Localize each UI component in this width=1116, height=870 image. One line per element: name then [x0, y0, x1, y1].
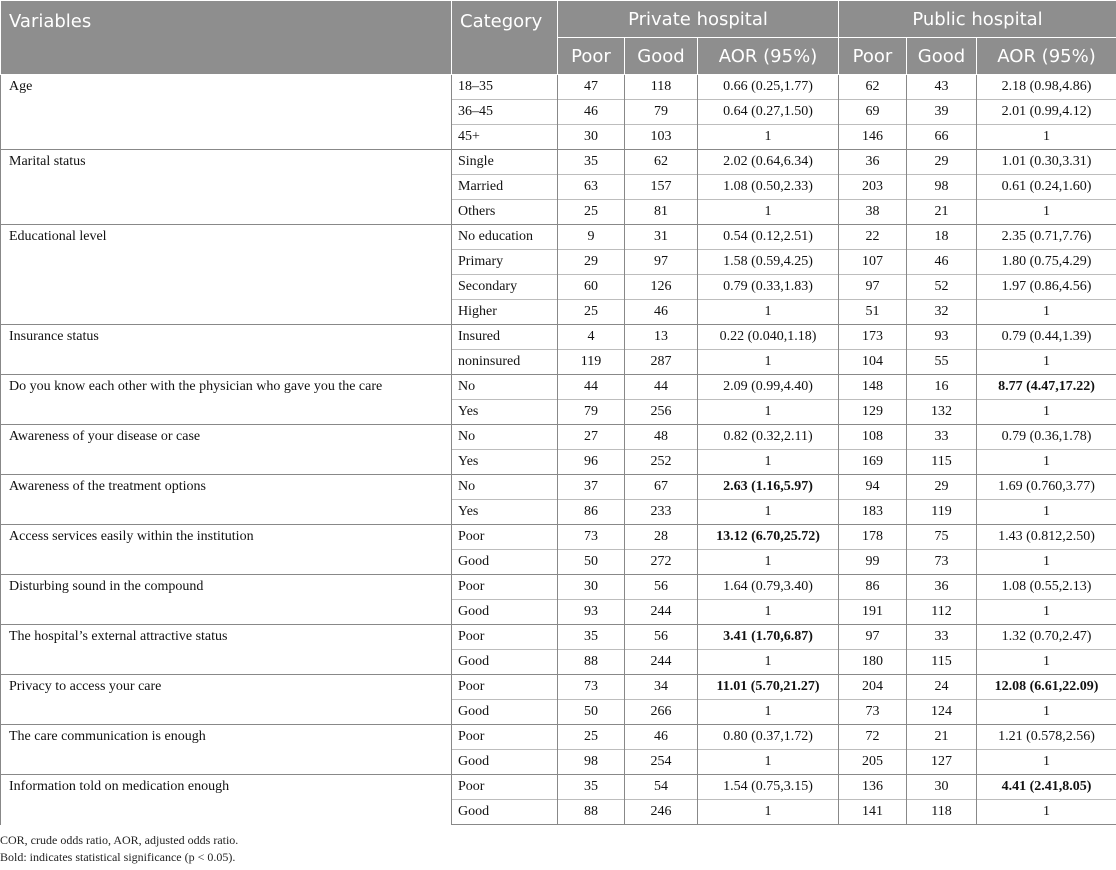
- category-cell: Good: [452, 750, 558, 775]
- header-public-hospital: Public hospital: [839, 1, 1116, 38]
- category-cell: 36–45: [452, 100, 558, 125]
- public-good-cell: 29: [907, 150, 977, 175]
- category-cell: Poor: [452, 575, 558, 600]
- private-good-cell: 103: [625, 125, 698, 150]
- private-good-cell: 56: [625, 625, 698, 650]
- public-good-cell: 29: [907, 475, 977, 500]
- private-good-cell: 244: [625, 650, 698, 675]
- table-row: [1, 575, 1116, 600]
- private-good-cell: 252: [625, 450, 698, 475]
- private-poor-cell: 88: [558, 800, 625, 825]
- public-good-cell: 46: [907, 250, 977, 275]
- public-aor-cell: 1: [977, 700, 1116, 725]
- public-aor-cell: 2.35 (0.71,7.76): [977, 225, 1116, 250]
- private-good-cell: 233: [625, 500, 698, 525]
- public-poor-cell: 86: [839, 575, 907, 600]
- public-good-cell: 52: [907, 275, 977, 300]
- private-poor-cell: 73: [558, 675, 625, 700]
- public-good-cell: 33: [907, 425, 977, 450]
- private-aor-cell: 2.09 (0.99,4.40): [698, 375, 839, 400]
- private-aor-cell: 1: [698, 450, 839, 475]
- category-cell: Poor: [452, 675, 558, 700]
- category-cell: Poor: [452, 725, 558, 750]
- category-cell: Yes: [452, 500, 558, 525]
- private-poor-cell: 60: [558, 275, 625, 300]
- public-poor-cell: 38: [839, 200, 907, 225]
- private-poor-cell: 30: [558, 125, 625, 150]
- public-good-cell: 21: [907, 200, 977, 225]
- category-cell: 45+: [452, 125, 558, 150]
- private-good-cell: 97: [625, 250, 698, 275]
- private-aor-cell: 1: [698, 500, 839, 525]
- variable-cell: Marital status: [1, 150, 452, 225]
- public-poor-cell: 141: [839, 800, 907, 825]
- public-good-cell: 75: [907, 525, 977, 550]
- private-good-cell: 266: [625, 700, 698, 725]
- private-aor-cell: 1: [698, 125, 839, 150]
- private-aor-cell: 1: [698, 750, 839, 775]
- public-aor-cell: 2.18 (0.98,4.86): [977, 75, 1116, 100]
- public-poor-cell: 107: [839, 250, 907, 275]
- variable-cell: Disturbing sound in the compound: [1, 575, 452, 625]
- public-poor-cell: 94: [839, 475, 907, 500]
- category-cell: Poor: [452, 525, 558, 550]
- public-aor-cell: 1: [977, 650, 1116, 675]
- private-good-cell: 48: [625, 425, 698, 450]
- public-good-cell: 73: [907, 550, 977, 575]
- variable-cell: Privacy to access your care: [1, 675, 452, 725]
- public-aor-cell: 1.21 (0.578,2.56): [977, 725, 1116, 750]
- category-cell: Higher: [452, 300, 558, 325]
- variable-cell: The care communication is enough: [1, 725, 452, 775]
- private-poor-cell: 88: [558, 650, 625, 675]
- category-cell: noninsured: [452, 350, 558, 375]
- private-aor-cell: 2.02 (0.64,6.34): [698, 150, 839, 175]
- private-aor-cell: 1.54 (0.75,3.15): [698, 775, 839, 800]
- public-good-cell: 132: [907, 400, 977, 425]
- public-poor-cell: 146: [839, 125, 907, 150]
- public-poor-cell: 97: [839, 275, 907, 300]
- private-aor-cell: 11.01 (5.70,21.27): [698, 675, 839, 700]
- category-cell: Secondary: [452, 275, 558, 300]
- table-row: [1, 725, 1116, 750]
- public-aor-cell: 2.01 (0.99,4.12): [977, 100, 1116, 125]
- category-cell: Poor: [452, 775, 558, 800]
- public-poor-cell: 129: [839, 400, 907, 425]
- footnote-significance: Bold: indicates statistical significance (p < 0.05).: [0, 850, 236, 864]
- category-cell: Good: [452, 700, 558, 725]
- header-private-poor: Poor: [558, 38, 625, 75]
- private-aor-cell: 0.54 (0.12,2.51): [698, 225, 839, 250]
- private-good-cell: 54: [625, 775, 698, 800]
- public-poor-cell: 51: [839, 300, 907, 325]
- private-good-cell: 287: [625, 350, 698, 375]
- header-public-poor: Poor: [839, 38, 907, 75]
- private-good-cell: 46: [625, 725, 698, 750]
- private-good-cell: 56: [625, 575, 698, 600]
- table-row: [1, 375, 1116, 400]
- category-cell: Single: [452, 150, 558, 175]
- variable-cell: The hospital’s external attractive status: [1, 625, 452, 675]
- private-aor-cell: 1: [698, 200, 839, 225]
- private-good-cell: 272: [625, 550, 698, 575]
- public-aor-cell: 0.79 (0.36,1.78): [977, 425, 1116, 450]
- public-poor-cell: 204: [839, 675, 907, 700]
- table-row: [1, 625, 1116, 650]
- header-public-aor: AOR (95%): [977, 38, 1116, 75]
- header-variables: Variables: [1, 1, 452, 75]
- private-poor-cell: 50: [558, 700, 625, 725]
- private-poor-cell: 27: [558, 425, 625, 450]
- private-aor-cell: 0.80 (0.37,1.72): [698, 725, 839, 750]
- variable-cell: Insurance status: [1, 325, 452, 375]
- public-poor-cell: 69: [839, 100, 907, 125]
- public-good-cell: 32: [907, 300, 977, 325]
- public-aor-cell: 0.61 (0.24,1.60): [977, 175, 1116, 200]
- category-cell: Good: [452, 550, 558, 575]
- private-aor-cell: 1.64 (0.79,3.40): [698, 575, 839, 600]
- public-good-cell: 93: [907, 325, 977, 350]
- public-poor-cell: 108: [839, 425, 907, 450]
- public-good-cell: 43: [907, 75, 977, 100]
- private-aor-cell: 1: [698, 550, 839, 575]
- public-good-cell: 39: [907, 100, 977, 125]
- public-aor-cell: 1: [977, 400, 1116, 425]
- private-aor-cell: 2.63 (1.16,5.97): [698, 475, 839, 500]
- variable-cell: Age: [1, 75, 452, 150]
- private-good-cell: 62: [625, 150, 698, 175]
- private-good-cell: 46: [625, 300, 698, 325]
- header-public-good: Good: [907, 38, 977, 75]
- private-good-cell: 28: [625, 525, 698, 550]
- private-poor-cell: 35: [558, 625, 625, 650]
- private-good-cell: 34: [625, 675, 698, 700]
- private-aor-cell: 0.22 (0.040,1.18): [698, 325, 839, 350]
- header-private-hospital: Private hospital: [558, 1, 839, 38]
- private-poor-cell: 98: [558, 750, 625, 775]
- category-cell: Primary: [452, 250, 558, 275]
- public-poor-cell: 97: [839, 625, 907, 650]
- private-poor-cell: 47: [558, 75, 625, 100]
- private-poor-cell: 25: [558, 725, 625, 750]
- public-good-cell: 115: [907, 450, 977, 475]
- footnote-abbreviations: COR, crude odds ratio, AOR, adjusted odds ratio.: [0, 833, 239, 847]
- private-poor-cell: 37: [558, 475, 625, 500]
- table-body: [1, 75, 1116, 825]
- public-aor-cell: 1: [977, 550, 1116, 575]
- public-good-cell: 55: [907, 350, 977, 375]
- private-aor-cell: 1.58 (0.59,4.25): [698, 250, 839, 275]
- public-aor-cell: 1.80 (0.75,4.29): [977, 250, 1116, 275]
- public-aor-cell: 1: [977, 350, 1116, 375]
- private-poor-cell: 25: [558, 300, 625, 325]
- private-aor-cell: 1: [698, 400, 839, 425]
- category-cell: Yes: [452, 450, 558, 475]
- private-good-cell: 44: [625, 375, 698, 400]
- table-row: [1, 425, 1116, 450]
- public-good-cell: 119: [907, 500, 977, 525]
- private-poor-cell: 93: [558, 600, 625, 625]
- public-poor-cell: 104: [839, 350, 907, 375]
- category-cell: No: [452, 425, 558, 450]
- private-good-cell: 79: [625, 100, 698, 125]
- category-cell: Poor: [452, 625, 558, 650]
- public-poor-cell: 62: [839, 75, 907, 100]
- public-aor-cell: 1: [977, 600, 1116, 625]
- public-good-cell: 36: [907, 575, 977, 600]
- public-aor-cell: 1: [977, 800, 1116, 825]
- private-poor-cell: 44: [558, 375, 625, 400]
- public-aor-cell: 1.32 (0.70,2.47): [977, 625, 1116, 650]
- private-poor-cell: 29: [558, 250, 625, 275]
- private-aor-cell: 13.12 (6.70,25.72): [698, 525, 839, 550]
- private-good-cell: 67: [625, 475, 698, 500]
- private-poor-cell: 119: [558, 350, 625, 375]
- private-poor-cell: 4: [558, 325, 625, 350]
- public-poor-cell: 99: [839, 550, 907, 575]
- public-aor-cell: 1.69 (0.760,3.77): [977, 475, 1116, 500]
- public-aor-cell: 1: [977, 125, 1116, 150]
- public-aor-cell: 1.08 (0.55,2.13): [977, 575, 1116, 600]
- public-poor-cell: 73: [839, 700, 907, 725]
- public-good-cell: 112: [907, 600, 977, 625]
- public-aor-cell: 1.97 (0.86,4.56): [977, 275, 1116, 300]
- variable-cell: Information told on medication enough: [1, 775, 452, 825]
- private-aor-cell: 0.64 (0.27,1.50): [698, 100, 839, 125]
- private-poor-cell: 30: [558, 575, 625, 600]
- public-poor-cell: 180: [839, 650, 907, 675]
- public-aor-cell: 4.41 (2.41,8.05): [977, 775, 1116, 800]
- table-row: [1, 150, 1116, 175]
- public-aor-cell: 1.01 (0.30,3.31): [977, 150, 1116, 175]
- variable-cell: Awareness of your disease or case: [1, 425, 452, 475]
- public-poor-cell: 183: [839, 500, 907, 525]
- private-good-cell: 81: [625, 200, 698, 225]
- public-poor-cell: 178: [839, 525, 907, 550]
- private-good-cell: 256: [625, 400, 698, 425]
- table-row: [1, 775, 1116, 800]
- public-poor-cell: 203: [839, 175, 907, 200]
- public-good-cell: 127: [907, 750, 977, 775]
- private-poor-cell: 63: [558, 175, 625, 200]
- variable-cell: Awareness of the treatment options: [1, 475, 452, 525]
- public-poor-cell: 173: [839, 325, 907, 350]
- table-row: [1, 75, 1116, 100]
- variable-cell: Do you know each other with the physician who gave you the care: [1, 375, 452, 425]
- public-good-cell: 21: [907, 725, 977, 750]
- private-good-cell: 254: [625, 750, 698, 775]
- category-cell: Good: [452, 800, 558, 825]
- private-poor-cell: 50: [558, 550, 625, 575]
- header-category: Category: [452, 1, 558, 75]
- private-aor-cell: 0.79 (0.33,1.83): [698, 275, 839, 300]
- public-aor-cell: 1.43 (0.812,2.50): [977, 525, 1116, 550]
- public-good-cell: 66: [907, 125, 977, 150]
- private-good-cell: 126: [625, 275, 698, 300]
- private-aor-cell: 1: [698, 600, 839, 625]
- category-cell: Others: [452, 200, 558, 225]
- category-cell: No: [452, 475, 558, 500]
- category-cell: No education: [452, 225, 558, 250]
- public-aor-cell: 1: [977, 500, 1116, 525]
- private-poor-cell: 25: [558, 200, 625, 225]
- private-good-cell: 246: [625, 800, 698, 825]
- public-poor-cell: 169: [839, 450, 907, 475]
- private-poor-cell: 73: [558, 525, 625, 550]
- category-cell: No: [452, 375, 558, 400]
- private-good-cell: 244: [625, 600, 698, 625]
- public-poor-cell: 205: [839, 750, 907, 775]
- private-aor-cell: 1: [698, 650, 839, 675]
- private-poor-cell: 35: [558, 775, 625, 800]
- private-aor-cell: 1: [698, 700, 839, 725]
- public-aor-cell: 1: [977, 450, 1116, 475]
- category-cell: Good: [452, 600, 558, 625]
- public-good-cell: 24: [907, 675, 977, 700]
- public-poor-cell: 22: [839, 225, 907, 250]
- private-good-cell: 157: [625, 175, 698, 200]
- category-cell: Insured: [452, 325, 558, 350]
- category-cell: Good: [452, 650, 558, 675]
- table-row: [1, 325, 1116, 350]
- public-aor-cell: 1: [977, 300, 1116, 325]
- private-aor-cell: 1: [698, 350, 839, 375]
- private-aor-cell: 1: [698, 300, 839, 325]
- public-aor-cell: 0.79 (0.44,1.39): [977, 325, 1116, 350]
- public-good-cell: 30: [907, 775, 977, 800]
- public-aor-cell: 8.77 (4.47,17.22): [977, 375, 1116, 400]
- variable-cell: Educational level: [1, 225, 452, 325]
- table-footnotes: [0, 832, 238, 866]
- public-good-cell: 118: [907, 800, 977, 825]
- public-good-cell: 33: [907, 625, 977, 650]
- private-poor-cell: 96: [558, 450, 625, 475]
- public-good-cell: 98: [907, 175, 977, 200]
- private-poor-cell: 9: [558, 225, 625, 250]
- private-good-cell: 118: [625, 75, 698, 100]
- header-private-good: Good: [625, 38, 698, 75]
- public-aor-cell: 1: [977, 200, 1116, 225]
- private-good-cell: 13: [625, 325, 698, 350]
- private-aor-cell: 1: [698, 800, 839, 825]
- private-good-cell: 31: [625, 225, 698, 250]
- public-good-cell: 124: [907, 700, 977, 725]
- public-aor-cell: 12.08 (6.61,22.09): [977, 675, 1116, 700]
- public-good-cell: 18: [907, 225, 977, 250]
- category-cell: 18–35: [452, 75, 558, 100]
- table-row: [1, 525, 1116, 550]
- public-poor-cell: 191: [839, 600, 907, 625]
- public-poor-cell: 136: [839, 775, 907, 800]
- private-aor-cell: 0.66 (0.25,1.77): [698, 75, 839, 100]
- private-aor-cell: 0.82 (0.32,2.11): [698, 425, 839, 450]
- public-poor-cell: 36: [839, 150, 907, 175]
- category-cell: Yes: [452, 400, 558, 425]
- private-poor-cell: 86: [558, 500, 625, 525]
- private-aor-cell: 1.08 (0.50,2.33): [698, 175, 839, 200]
- public-good-cell: 115: [907, 650, 977, 675]
- category-cell: Married: [452, 175, 558, 200]
- public-aor-cell: 1: [977, 750, 1116, 775]
- table-row: [1, 475, 1116, 500]
- public-poor-cell: 148: [839, 375, 907, 400]
- public-poor-cell: 72: [839, 725, 907, 750]
- table-header: [1, 1, 1116, 75]
- table-row: [1, 675, 1116, 700]
- private-poor-cell: 35: [558, 150, 625, 175]
- private-aor-cell: 3.41 (1.70,6.87): [698, 625, 839, 650]
- private-poor-cell: 46: [558, 100, 625, 125]
- variable-cell: Access services easily within the institution: [1, 525, 452, 575]
- public-good-cell: 16: [907, 375, 977, 400]
- header-private-aor: AOR (95%): [698, 38, 839, 75]
- private-poor-cell: 79: [558, 400, 625, 425]
- table-row: [1, 225, 1116, 250]
